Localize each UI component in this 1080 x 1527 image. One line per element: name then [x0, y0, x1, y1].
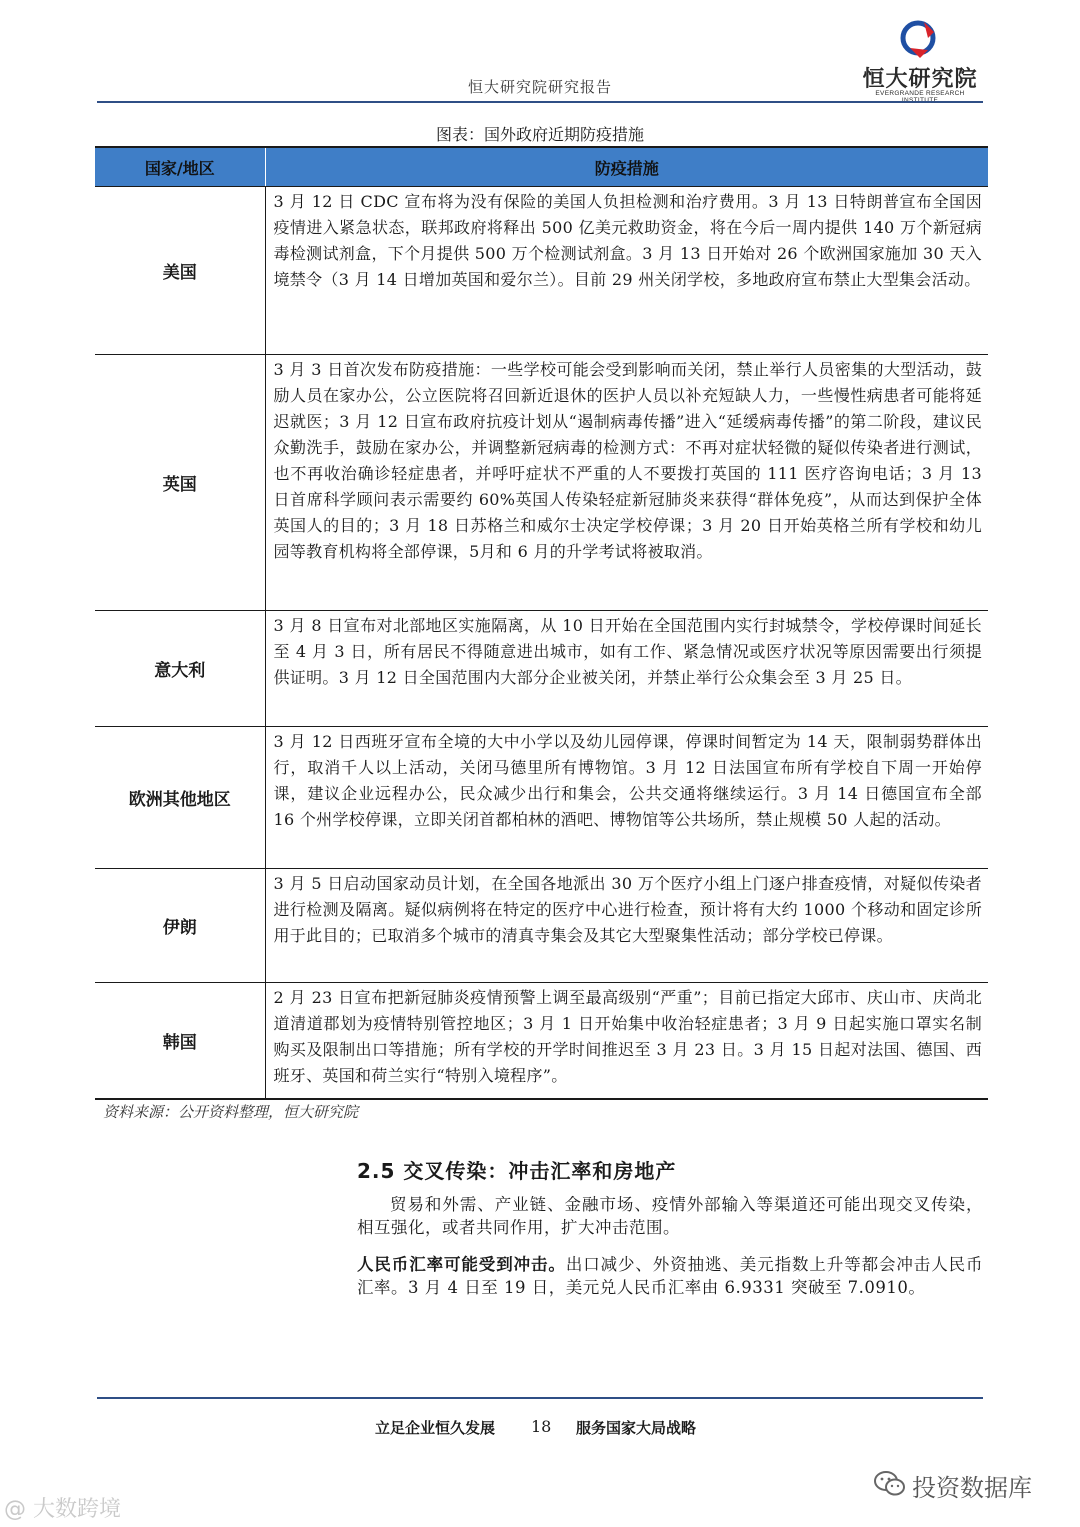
footer-slogan-right: 服务国家大局战略 [576, 1419, 697, 1437]
measures-cell: 3 月 5 日启动国家动员计划，在全国各地派出 30 万个医疗小组上门逐户排查疫情，对疑似传染者进行检测及隔离。疑似病例将在特定的医疗中心进行检查，预计将有大约 1000 个移动和固定诊所用于此目的；已取消多个城市的清真寺集会及其它大型聚集性活动；部分学校已停课。 [265, 869, 988, 983]
table-caption: 图表：国外政府近期防疫措施 [435, 125, 644, 144]
evergrande-logo [858, 18, 982, 100]
country-cell: 美国 [95, 187, 265, 355]
table-header-row [95, 147, 988, 187]
page-number: 18 [531, 1417, 552, 1436]
country-cell: 英国 [95, 355, 265, 611]
measures-cell: 3 月 3 日首次发布防疫措施：一些学校可能会受到影响而关闭，禁止举行人员密集的大型活动，鼓励人员在家办公，公立医院将召回新近退休的医护人员以补充短缺人力，一些慢性病患者可能将延迟就医；3 月 12 日宣布政府抗疫计划从“遏制病毒传播”进入“延缓病毒传播”的第二阶段，建议民众勤洗手，鼓励在家办公，并调整新冠病毒的检测方式：不再对症状轻微的疑似传染者进行测试，也不再收治确诊轻症患者，并呼吁症状不严重的人不要拨打英国的 111 医疗咨询电话；3 月 13 日首席科学顾问表示需要约 60%英国人传染轻症新冠肺炎来获得“群体免疫”，从而达到保护全体英国人的目的；3 月 18 日苏格兰和威尔士决定学校停课；3 月 20 日开始英格兰所有学校和幼儿园等教育机构将全部停课，5月和 6 月的升学考试将被取消。 [265, 355, 988, 611]
watermark-left: @ 大数跨境 [4, 1497, 121, 1522]
measures-cell: 3 月 12 日西班牙宣布全境的大中小学以及幼儿园停课，停课时间暂定为 14 天，限制弱势群体出行，取消千人以上活动，关闭马德里所有博物馆。3 月 12 日法国宣布所有学校自下周一开始停课，建议企业远程办公，民众减少出行和集会，公共交通将继续运行。3 月 14 日德国宣布全部 16 个州学校停课，立即关闭首都柏林的酒吧、博物馆等公共场所，禁止规模 50 人起的活动。 [265, 727, 988, 869]
column-header-measures: 防疫措施 [265, 147, 988, 187]
measures-cell: 3 月 8 日宣布对北部地区实施隔离，从 10 日开始在全国范围内实行封城禁令，学校停课时间延长至 4 月 3 日，所有居民不得随意进出城市，如有工作、紧急情况或医疗状况等原因需要出行须提供证明。3 月 12 日全国范围内大部分企业被关闭，并禁止举行公众集会至 3 月 25 日。 [265, 611, 988, 727]
header-divider [97, 101, 983, 103]
measures-cell: 2 月 23 日宣布把新冠肺炎疫情预警上调至最高级别“严重”；目前已指定大邱市、庆山市、庆尚北道清道郡划为疫情特别管控地区；3 月 1 日开始集中收治轻症患者；3 月 9 日起实施口罩实名制购买及限制出口等措施；所有学校的开学时间推迟至 3 月 23 日。3 月 15 日起对法国、德国、西班牙、英国和荷兰实行“特别入境程序”。 [265, 983, 988, 1099]
watermark-right: 投资数据库 [912, 1474, 1032, 1502]
column-header-country: 国家/地区 [95, 147, 265, 187]
table-row [95, 355, 988, 611]
table-row [95, 983, 988, 1099]
paragraph: 贸易和外需、产业链、金融市场、疫情外部输入等渠道还可能出现交叉传染，相互强化，或者共同作用，扩大冲击范围。 [357, 1195, 983, 1237]
paragraph-body: 出口减少、外资抽逃、美元指数上升等都会冲击人民币汇率。3 月 4 日至 19 日，美元兑人民币汇率由 6.9331 突破至 7.0910。 [357, 1255, 984, 1297]
paragraph [357, 1253, 983, 1299]
footer-divider [97, 1397, 983, 1399]
country-cell: 伊朗 [95, 869, 265, 983]
measures-cell: 3 月 12 日 CDC 宣布将为没有保险的美国人负担检测和治疗费用。3 月 13 日特朗普宣布全国因疫情进入紧急状态，联邦政府将释出 500 亿美元救助资金，将在今后一周内提供 140 万个新冠病毒检测试剂盒，下个月提供 500 万个检测试剂盒。3 月 13 日开始对 26 个欧洲国家施加 30 天入境禁令（3 月 14 日增加英国和爱尔兰）。目前 29 州关闭学校，多地政府宣布禁止大型集会活动。 [265, 187, 988, 355]
logo-subtext: EVERGRANDE RESEARCH [875, 90, 965, 97]
table-row [95, 727, 988, 869]
logo-emblem-icon [898, 18, 942, 62]
wechat-icon [874, 1470, 906, 1498]
section-heading: 2.5 交叉传染：冲击汇率和房地产 [357, 1159, 677, 1183]
country-cell: 意大利 [95, 611, 265, 727]
country-cell: 韩国 [95, 983, 265, 1099]
measures-table [95, 146, 988, 1100]
country-cell: 欧洲其他地区 [95, 727, 265, 869]
report-header-title: 恒大研究院研究报告 [467, 78, 612, 96]
footer-slogan-left: 立足企业恒久发展 [375, 1419, 496, 1437]
table-row [95, 869, 988, 983]
table-row [95, 611, 988, 727]
paragraph-lead-bold: 人民币汇率可能受到冲击。 [357, 1255, 566, 1274]
table-row [95, 187, 988, 355]
logo-text: 恒大研究院 [862, 67, 978, 92]
table-source-note: 资料来源：公开资料整理，恒大研究院 [103, 1103, 359, 1121]
